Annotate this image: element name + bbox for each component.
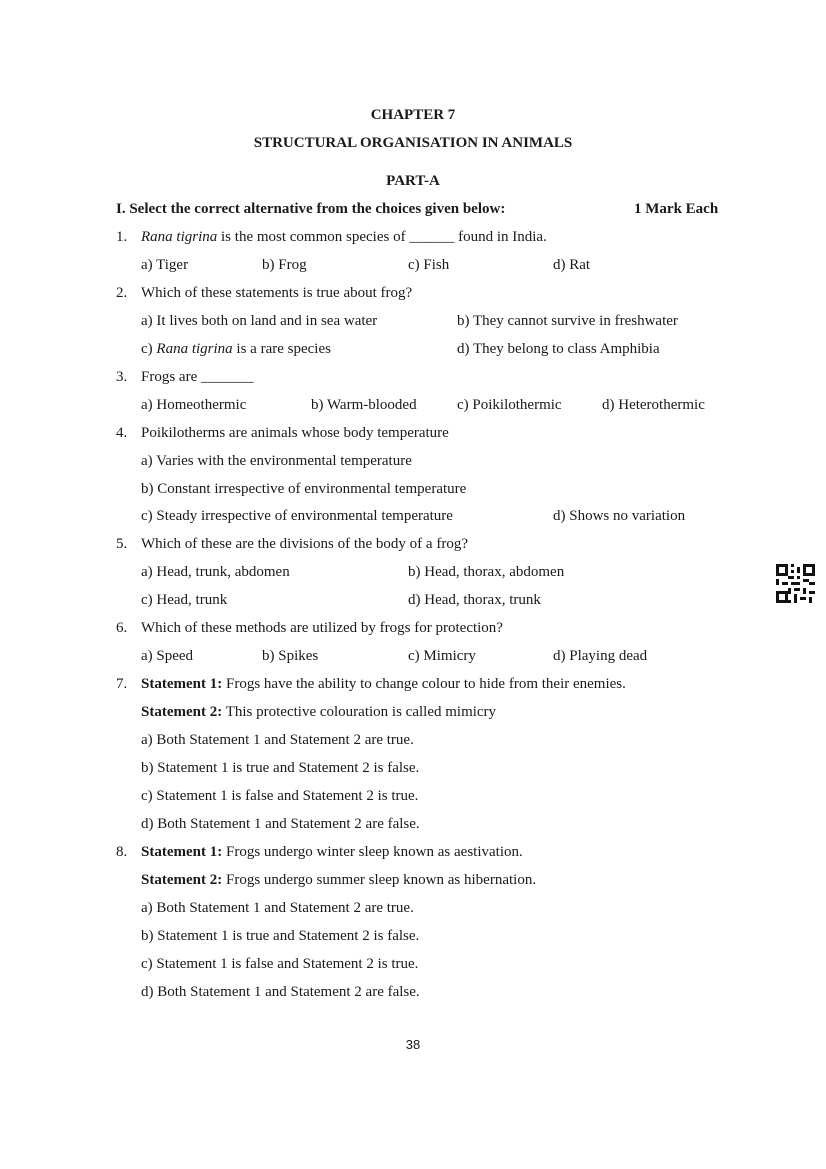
part-heading: PART-A — [386, 173, 440, 189]
option-b: b) Warm-blooded — [311, 397, 417, 413]
question-number: 6. — [116, 620, 128, 636]
option-c: c) Statement 1 is false and Statement 2 is true. — [141, 788, 419, 804]
option-a: a) Varies with the environmental temperature — [141, 453, 412, 469]
option-a: a) Speed — [141, 648, 194, 664]
option-c: c) Head, trunk — [141, 592, 228, 608]
statement-label: Statement 1: — [141, 676, 223, 692]
option-b: b) Frog — [262, 257, 307, 273]
statement-text: This protective colouration is called mimicry — [222, 704, 497, 720]
option-d: d) Both Statement 1 and Statement 2 are false. — [141, 984, 420, 1000]
option-d: d) Playing dead — [553, 648, 648, 664]
question-stem: Which of these are the divisions of the body of a frog? — [141, 536, 468, 552]
chapter-heading: CHAPTER 7 — [370, 107, 456, 123]
question-number: 8. — [116, 844, 128, 860]
statement-text: Frogs undergo winter sleep known as aestivation. — [222, 844, 523, 860]
option-c: c) Statement 1 is false and Statement 2 is true. — [141, 956, 419, 972]
section-marks: 1 Mark Each — [634, 201, 719, 217]
species-name: Rana tigrina — [156, 341, 233, 357]
species-name: Rana tigrina — [141, 229, 218, 245]
option-a: a) Both Statement 1 and Statement 2 are true. — [141, 732, 414, 748]
option-d: d) Both Statement 1 and Statement 2 are false. — [141, 816, 420, 832]
option-b: b) They cannot survive in freshwater — [457, 313, 678, 329]
question-stem: Which of these statements is true about frog? — [141, 285, 413, 301]
question-number: 1. — [116, 229, 128, 245]
option-b: b) Head, thorax, abdomen — [408, 564, 565, 580]
question-stem: Poikilotherms are animals whose body temperature — [141, 425, 449, 441]
option-a: a) Homeothermic — [141, 397, 247, 413]
option-a: a) Head, trunk, abdomen — [141, 564, 290, 580]
page-number: 38 — [405, 1037, 421, 1052]
question-stem — [141, 229, 547, 246]
question-number: 4. — [116, 425, 128, 441]
option-c: c) Steady irrespective of environmental temperature — [141, 508, 453, 524]
question-stem: Which of these methods are utilized by frogs for protection? — [141, 620, 503, 636]
option-b: b) Spikes — [262, 648, 319, 664]
option-d: d) Heterothermic — [602, 397, 705, 413]
statement-2 — [141, 872, 536, 889]
qr-code-icon — [776, 564, 815, 603]
option-d: d) They belong to class Amphibia — [457, 341, 660, 357]
chapter-title: STRUCTURAL ORGANISATION IN ANIMALS — [253, 135, 573, 151]
question-number: 7. — [116, 676, 128, 692]
statement-1 — [141, 844, 523, 861]
option-d: d) Shows no variation — [553, 508, 686, 524]
statement-1 — [141, 676, 626, 693]
question-stem-text: is the most common species of ______ found in India. — [217, 229, 547, 245]
question-stem: Frogs are _______ — [141, 369, 254, 385]
option-a: a) Tiger — [141, 257, 189, 273]
statement-label: Statement 1: — [141, 844, 223, 860]
option-c-prefix: c) — [141, 341, 157, 357]
option-a: a) It lives both on land and in sea water — [141, 313, 378, 329]
question-number: 2. — [116, 285, 128, 301]
section-instruction: I. Select the correct alternative from the choices given below: — [116, 201, 506, 217]
option-c-text: is a rare species — [232, 341, 331, 357]
option-c — [141, 341, 331, 358]
statement-text: Frogs have the ability to change colour to hide from their enemies. — [222, 676, 626, 692]
question-number: 5. — [116, 536, 128, 552]
option-b: b) Statement 1 is true and Statement 2 is false. — [141, 760, 420, 776]
statement-label: Statement 2: — [141, 704, 223, 720]
question-number: 3. — [116, 369, 128, 385]
option-c: c) Mimicry — [408, 648, 476, 664]
option-c: c) Fish — [408, 257, 450, 273]
option-d: d) Head, thorax, trunk — [408, 592, 541, 608]
option-b: b) Statement 1 is true and Statement 2 is false. — [141, 928, 420, 944]
option-c: c) Poikilothermic — [457, 397, 562, 413]
statement-label: Statement 2: — [141, 872, 223, 888]
statement-text: Frogs undergo summer sleep known as hibernation. — [222, 872, 537, 888]
option-a: a) Both Statement 1 and Statement 2 are true. — [141, 900, 414, 916]
option-d: d) Rat — [553, 257, 591, 273]
option-b: b) Constant irrespective of environmental temperature — [141, 481, 467, 497]
statement-2 — [141, 704, 496, 721]
